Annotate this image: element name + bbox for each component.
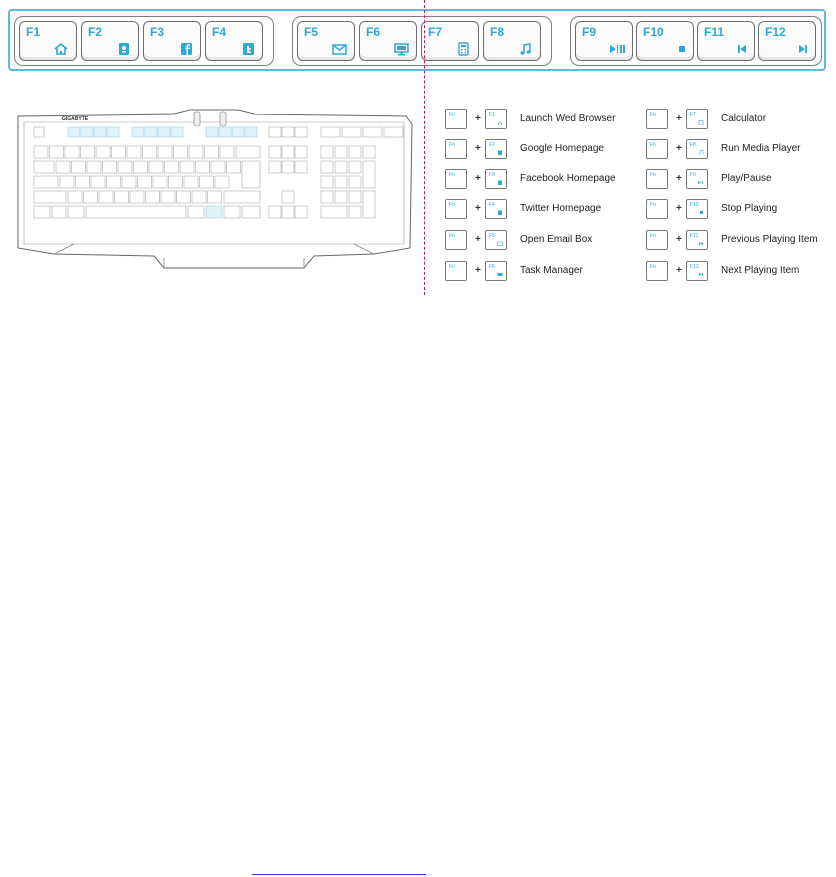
plus-sign: + bbox=[676, 143, 682, 154]
keyboard-fkey bbox=[145, 127, 157, 137]
keyboard-key bbox=[192, 191, 206, 203]
home-icon bbox=[497, 120, 503, 125]
keyboard-key bbox=[158, 146, 172, 158]
keyboard-key bbox=[363, 127, 382, 137]
keyboard-key bbox=[282, 191, 294, 203]
fn-key bbox=[445, 230, 467, 250]
stop-icon bbox=[698, 210, 704, 215]
shortcut-description: Previous Playing Item bbox=[721, 234, 818, 245]
keyboard-key bbox=[215, 176, 229, 188]
f5-key[interactable] bbox=[297, 21, 355, 61]
keyboard-key bbox=[321, 191, 333, 203]
f9-key[interactable] bbox=[575, 21, 633, 61]
mini-key-label: F5 bbox=[489, 233, 495, 239]
fkey-group-3 bbox=[570, 16, 822, 66]
mini-key-label: F10 bbox=[690, 202, 699, 208]
keyboard-key bbox=[99, 191, 113, 203]
fn-key-label: Fn bbox=[449, 264, 455, 270]
keyboard-key bbox=[282, 146, 294, 158]
f2-mini-key bbox=[485, 139, 507, 159]
keyboard-key bbox=[220, 146, 234, 158]
plus-sign: + bbox=[676, 173, 682, 184]
keyboard-key bbox=[295, 161, 307, 173]
f6-label: F6 bbox=[366, 25, 381, 39]
calculator-icon bbox=[698, 120, 704, 125]
keyboard-key bbox=[335, 146, 347, 158]
previous-icon bbox=[698, 241, 704, 246]
f2-label: F2 bbox=[88, 25, 103, 39]
fn-key bbox=[445, 261, 467, 281]
f6-mini-key bbox=[485, 261, 507, 281]
shortcut-description: Play/Pause bbox=[721, 173, 772, 184]
mini-key-label: F4 bbox=[489, 202, 495, 208]
keyboard-key bbox=[384, 127, 403, 137]
mini-key-label: F9 bbox=[690, 172, 696, 178]
volume-knob-icon bbox=[194, 112, 200, 126]
keyboard-key bbox=[138, 176, 152, 188]
keyboard-key bbox=[349, 146, 361, 158]
f9-mini-key bbox=[686, 169, 708, 189]
keyboard-key bbox=[196, 161, 210, 173]
keyboard-key bbox=[103, 161, 117, 173]
keyboard-key bbox=[34, 127, 44, 137]
keyboard-key bbox=[363, 191, 375, 218]
keyboard-key bbox=[184, 176, 198, 188]
play-pause-icon bbox=[608, 42, 626, 56]
keyboard-key bbox=[149, 161, 163, 173]
legend-row-f7 bbox=[646, 109, 836, 131]
keyboard-key bbox=[200, 176, 214, 188]
f8-label: F8 bbox=[490, 25, 505, 39]
fn-key bbox=[646, 169, 668, 189]
shortcut-description: Task Manager bbox=[520, 265, 583, 276]
legend-row-f5 bbox=[445, 230, 635, 252]
keyboard-key bbox=[107, 176, 121, 188]
keyboard-key bbox=[242, 206, 260, 218]
fkey-group-2 bbox=[292, 16, 552, 66]
google-icon bbox=[497, 150, 503, 155]
keyboard-key bbox=[269, 127, 281, 137]
keyboard-key bbox=[56, 161, 70, 173]
f7-key[interactable] bbox=[421, 21, 479, 61]
fn-key bbox=[445, 199, 467, 219]
f8-mini-key bbox=[686, 139, 708, 159]
keyboard-key bbox=[211, 161, 225, 173]
plus-sign: + bbox=[475, 203, 481, 214]
keyboard-key bbox=[34, 191, 66, 203]
legend-row-f12 bbox=[646, 261, 836, 283]
legend-row-f11 bbox=[646, 230, 836, 252]
shortcut-description: Facebook Homepage bbox=[520, 173, 616, 184]
keyboard-key bbox=[169, 176, 183, 188]
monitor-icon bbox=[392, 42, 410, 56]
f12-key[interactable] bbox=[758, 21, 816, 61]
keyboard-key bbox=[295, 206, 307, 218]
legend-row-f1 bbox=[445, 109, 635, 131]
keyboard-key bbox=[282, 127, 294, 137]
next-icon bbox=[698, 272, 704, 277]
fn-key-label: Fn bbox=[449, 142, 455, 148]
keyboard-key bbox=[224, 191, 260, 203]
keyboard-key bbox=[295, 127, 307, 137]
fn-key bbox=[646, 261, 668, 281]
f3-key[interactable] bbox=[143, 21, 201, 61]
plus-sign: + bbox=[676, 203, 682, 214]
keyboard-fkey bbox=[245, 127, 257, 137]
keyboard-key bbox=[180, 161, 194, 173]
f12-label: F12 bbox=[765, 25, 786, 39]
mini-key-label: F7 bbox=[690, 112, 696, 118]
twitter-icon bbox=[497, 210, 503, 215]
mini-key-label: F11 bbox=[690, 233, 699, 239]
keyboard-key bbox=[335, 191, 347, 203]
f8-key[interactable] bbox=[483, 21, 541, 61]
keyboard-key bbox=[87, 161, 101, 173]
keyboard-key bbox=[86, 206, 186, 218]
fn-key-label: Fn bbox=[650, 202, 656, 208]
legend-row-f9 bbox=[646, 169, 836, 191]
macro-knob-icon bbox=[220, 112, 226, 126]
keyboard-fkey bbox=[232, 127, 244, 137]
keyboard-fkey bbox=[68, 127, 80, 137]
keyboard-key bbox=[189, 146, 203, 158]
fn-key-label: Fn bbox=[449, 233, 455, 239]
keyboard-key bbox=[146, 191, 160, 203]
legend-row-f10 bbox=[646, 199, 836, 221]
keyboard-key bbox=[76, 176, 90, 188]
keyboard-key bbox=[349, 206, 361, 218]
f4-mini-key bbox=[485, 199, 507, 219]
f3-mini-key bbox=[485, 169, 507, 189]
plus-sign: + bbox=[475, 234, 481, 245]
f11-key[interactable] bbox=[697, 21, 755, 61]
fn-key-label: Fn bbox=[650, 142, 656, 148]
keyboard-fkey bbox=[219, 127, 231, 137]
google-icon bbox=[114, 42, 132, 56]
keyboard-fkey bbox=[158, 127, 170, 137]
keyboard-key bbox=[96, 146, 110, 158]
keyboard-key bbox=[91, 176, 105, 188]
keyboard-key bbox=[130, 191, 144, 203]
keyboard-key bbox=[34, 176, 58, 188]
fn-key-label: Fn bbox=[449, 112, 455, 118]
keyboard-key bbox=[60, 176, 74, 188]
plus-sign: + bbox=[676, 265, 682, 276]
keyboard-key bbox=[174, 146, 188, 158]
shortcut-description: Stop Playing bbox=[721, 203, 778, 214]
fn-key bbox=[646, 230, 668, 250]
mini-key-label: F6 bbox=[489, 264, 495, 270]
mini-key-label: F12 bbox=[690, 264, 699, 270]
f1-key[interactable] bbox=[19, 21, 77, 61]
keyboard-key bbox=[269, 206, 281, 218]
f7-label: F7 bbox=[428, 25, 443, 39]
divider-line bbox=[424, 0, 425, 295]
shortcut-description: Run Media Player bbox=[721, 143, 801, 154]
fn-key bbox=[646, 109, 668, 129]
mini-key-label: F3 bbox=[489, 172, 495, 178]
shortcut-description: Open Email Box bbox=[520, 234, 593, 245]
keyboard-key bbox=[236, 146, 260, 158]
keyboard-key bbox=[34, 161, 54, 173]
keyboard-key bbox=[321, 146, 333, 158]
keyboard-key bbox=[68, 206, 84, 218]
keyboard-key bbox=[269, 146, 281, 158]
legend-row-f8 bbox=[646, 139, 836, 161]
mini-key-label: F1 bbox=[489, 112, 495, 118]
mail-icon bbox=[330, 42, 348, 56]
keyboard-key bbox=[72, 161, 86, 173]
f10-mini-key bbox=[686, 199, 708, 219]
keyboard-brand: GIGABYTE bbox=[62, 116, 89, 122]
keyboard-key bbox=[143, 146, 157, 158]
keyboard-key bbox=[349, 161, 361, 173]
keyboard-illustration bbox=[14, 108, 414, 270]
f2-key[interactable] bbox=[81, 21, 139, 61]
f9-label: F9 bbox=[582, 25, 597, 39]
plus-sign: + bbox=[475, 143, 481, 154]
plus-sign: + bbox=[676, 113, 682, 124]
keyboard-key bbox=[52, 206, 66, 218]
keyboard-fkey bbox=[132, 127, 144, 137]
next-icon bbox=[791, 42, 809, 56]
keyboard-key bbox=[134, 161, 148, 173]
keyboard-fkey bbox=[206, 206, 222, 218]
plus-sign: + bbox=[676, 234, 682, 245]
f5-mini-key bbox=[485, 230, 507, 250]
shortcut-description: Calculator bbox=[721, 113, 767, 124]
keyboard-key bbox=[34, 146, 48, 158]
keyboard-key bbox=[335, 161, 347, 173]
keyboard-key bbox=[165, 161, 179, 173]
keyboard-key bbox=[363, 146, 375, 158]
keyboard-key bbox=[363, 161, 375, 188]
fn-key-label: Fn bbox=[650, 264, 656, 270]
mini-key-label: F8 bbox=[690, 142, 696, 148]
shortcut-description: Google Homepage bbox=[520, 143, 604, 154]
keyboard-key bbox=[84, 191, 98, 203]
fn-key-label: Fn bbox=[650, 112, 656, 118]
keyboard-key bbox=[349, 176, 361, 188]
fn-key bbox=[646, 199, 668, 219]
mini-key-label: F2 bbox=[489, 142, 495, 148]
footer-link-underline bbox=[252, 874, 426, 875]
plus-sign: + bbox=[475, 265, 481, 276]
f11-mini-key bbox=[686, 230, 708, 250]
f1-label: F1 bbox=[26, 25, 41, 39]
shortcut-description: Twitter Homepage bbox=[520, 203, 602, 214]
facebook-icon bbox=[176, 42, 194, 56]
keyboard-key bbox=[34, 206, 50, 218]
keyboard-key bbox=[177, 191, 191, 203]
fkey-group-1 bbox=[14, 16, 274, 66]
keyboard-key bbox=[282, 206, 294, 218]
legend-row-f6 bbox=[445, 261, 635, 283]
fn-key bbox=[646, 139, 668, 159]
twitter-icon bbox=[238, 42, 256, 56]
keyboard-key bbox=[115, 191, 129, 203]
f6-key[interactable] bbox=[359, 21, 417, 61]
keyboard-key bbox=[269, 161, 281, 173]
keyboard-key bbox=[68, 191, 82, 203]
music-note-icon bbox=[698, 150, 704, 155]
keyboard-key bbox=[295, 146, 307, 158]
previous-icon bbox=[730, 42, 748, 56]
fn-key bbox=[445, 109, 467, 129]
f5-label: F5 bbox=[304, 25, 319, 39]
music-note-icon bbox=[516, 42, 534, 56]
shortcut-description: Launch Wed Browser bbox=[520, 113, 616, 124]
calculator-icon bbox=[454, 42, 472, 56]
keyboard-key bbox=[335, 176, 347, 188]
f4-key[interactable] bbox=[205, 21, 263, 61]
plus-sign: + bbox=[475, 113, 481, 124]
keyboard-key bbox=[153, 176, 167, 188]
plus-sign: + bbox=[475, 173, 481, 184]
keyboard-fkey bbox=[171, 127, 183, 137]
keyboard-key bbox=[242, 161, 260, 188]
keyboard-key bbox=[161, 191, 175, 203]
legend-row-f4 bbox=[445, 199, 635, 221]
keyboard-fkey bbox=[206, 127, 218, 137]
keyboard-key bbox=[65, 146, 79, 158]
home-icon bbox=[52, 42, 70, 56]
f10-key[interactable] bbox=[636, 21, 694, 61]
keyboard-key bbox=[349, 191, 361, 203]
f12-mini-key bbox=[686, 261, 708, 281]
keyboard-fkey bbox=[107, 127, 119, 137]
keyboard-key bbox=[227, 161, 241, 173]
fn-key-label: Fn bbox=[449, 172, 455, 178]
keyboard-key bbox=[342, 127, 361, 137]
keyboard-fkey bbox=[81, 127, 93, 137]
keyboard-key bbox=[205, 146, 219, 158]
keyboard-key bbox=[321, 176, 333, 188]
keyboard-fkey bbox=[94, 127, 106, 137]
shortcut-description: Next Playing Item bbox=[721, 265, 800, 276]
f3-label: F3 bbox=[150, 25, 165, 39]
keyboard-key bbox=[321, 161, 333, 173]
f1-mini-key bbox=[485, 109, 507, 129]
keyboard-key bbox=[50, 146, 64, 158]
keyboard-key bbox=[321, 206, 347, 218]
f7-mini-key bbox=[686, 109, 708, 129]
mail-icon bbox=[497, 241, 503, 246]
f10-label: F10 bbox=[643, 25, 664, 39]
keyboard-key bbox=[112, 146, 126, 158]
keyboard-key bbox=[127, 146, 141, 158]
keyboard-key bbox=[122, 176, 136, 188]
fn-key-label: Fn bbox=[449, 202, 455, 208]
keyboard-key bbox=[224, 206, 240, 218]
monitor-icon bbox=[497, 272, 503, 277]
keyboard-key bbox=[208, 191, 222, 203]
legend-row-f2 bbox=[445, 139, 635, 161]
fn-key bbox=[445, 169, 467, 189]
function-key-strip bbox=[8, 9, 826, 71]
f11-label: F11 bbox=[704, 25, 725, 39]
keyboard-key bbox=[321, 127, 340, 137]
keyboard-key bbox=[188, 206, 204, 218]
keyboard-key bbox=[282, 161, 294, 173]
keyboard-key bbox=[81, 146, 95, 158]
play-pause-icon bbox=[698, 180, 704, 185]
fn-key bbox=[445, 139, 467, 159]
legend-row-f3 bbox=[445, 169, 635, 191]
facebook-icon bbox=[497, 180, 503, 185]
stop-icon bbox=[669, 42, 687, 56]
fn-key-label: Fn bbox=[650, 172, 656, 178]
keyboard-key bbox=[118, 161, 132, 173]
fn-key-label: Fn bbox=[650, 233, 656, 239]
f4-label: F4 bbox=[212, 25, 227, 39]
